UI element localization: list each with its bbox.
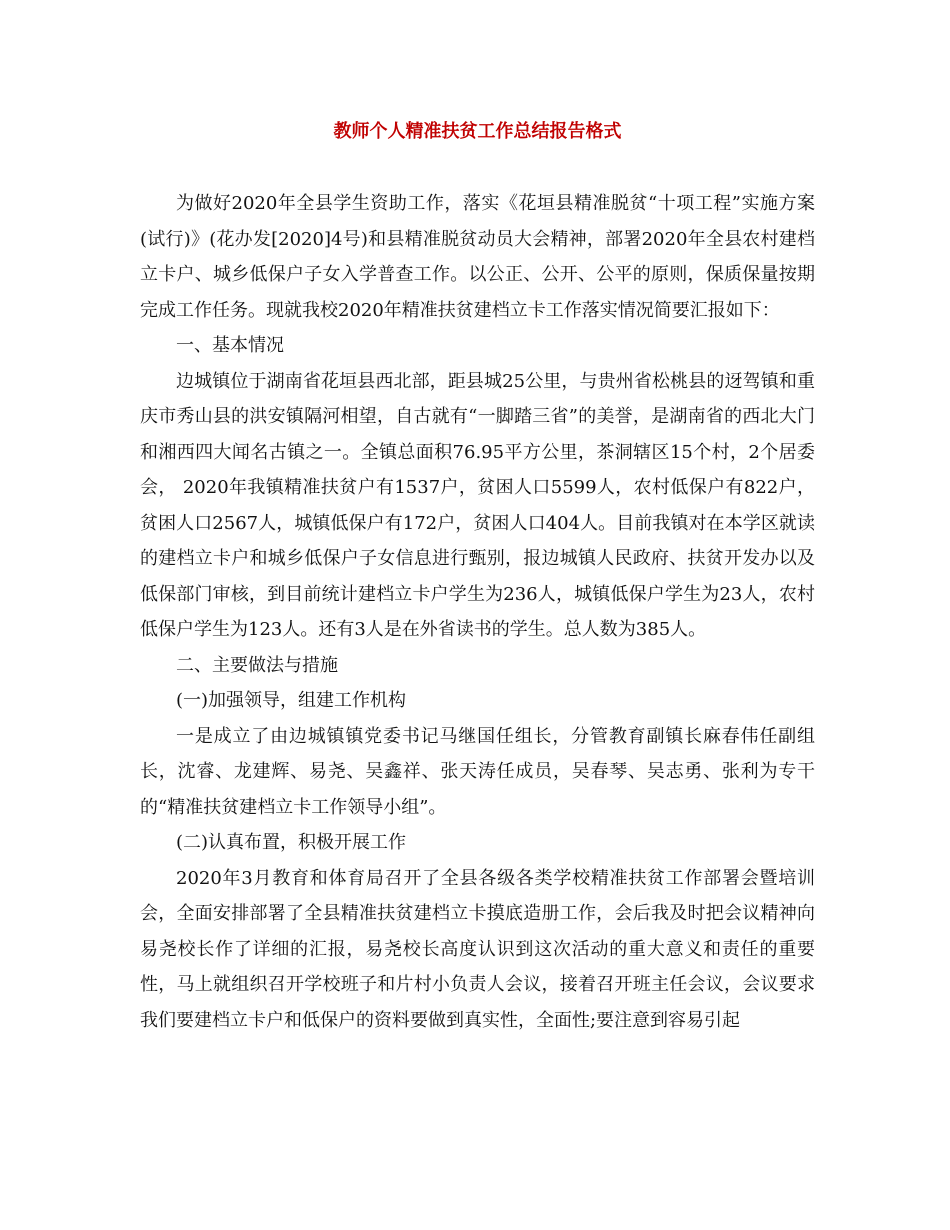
document-body xyxy=(140,186,815,1038)
document-title: 教师个人精准扶贫工作总结报告格式 xyxy=(333,121,622,142)
paragraph-leadership: 一是成立了由边城镇镇党委书记马继国任组长，分管教育副镇长麻春伟任副组长，沈睿、龙建辉、易尧、吴鑫祥、张天涛任成员，吴春琴、吴志勇、张利为专干的“精准扶贫建档立卡工作领导小组”。 xyxy=(140,725,815,818)
subheading-arrangement: (二)认真布置，积极开展工作 xyxy=(176,832,407,853)
subheading-leadership: (一)加强领导，组建工作机构 xyxy=(176,690,407,711)
paragraph-arrangement: 2020年3月教育和体育局召开了全县各级各类学校精准扶贫工作部署会暨培训会，全面安排部署了全县精准扶贫建档立卡摸底造册工作，会后我及时把会议精神向易尧校长作了详细的汇报，易尧校长高度认识到这次活动的重大意义和责任的重要性，马上就组织召开学校班子和片村小负责人会议，接着召开班主任会议，会议要求我们要建档立卡户和低保户的资料要做到真实性，全面性;要注意到容易引起 xyxy=(140,867,815,1031)
section-heading-basic-info: 一、基本情况 xyxy=(176,335,284,356)
paragraph-intro: 为做好2020年全县学生资助工作，落实《花垣县精准脱贫“十项工程”实施方案(试行)》(花办发[2020]4号)和县精准脱贫动员大会精神，部署2020年全县农村建档立卡户、城乡低保户子女入学普查工作。以公正、公开、公平的原则，保质保量按期完成工作任务。现就我校2020年精准扶贫建档立卡工作落实情况简要汇报如下： xyxy=(140,193,815,321)
paragraph-basic-info: 边城镇位于湖南省花垣县西北部，距县城25公里，与贵州省松桃县的迓驾镇和重庆市秀山县的洪安镇隔河相望，自古就有“一脚踏三省”的美誉，是湖南省的西北大门和湘西四大闻名古镇之一。全镇总面积76.95平方公里，茶洞辖区15个村，2个居委会， 2020年我镇精准扶贫户有1537户，贫困人口5599人，农村低保户有822户，贫困人口2567人，城镇低保户有172户，贫困人口404人。目前我镇对在本学区就读的建档立卡户和城乡低保户子女信息进行甄别，报边城镇人民政府、扶贫开发办以及低保部门审核，到目前统计建档立卡户学生为236人，城镇低保户学生为23人，农村低保户学生为123人。还有3人是在外省读书的学生。总人数为385人。 xyxy=(140,370,815,640)
section-heading-measures: 二、主要做法与措施 xyxy=(176,654,338,676)
